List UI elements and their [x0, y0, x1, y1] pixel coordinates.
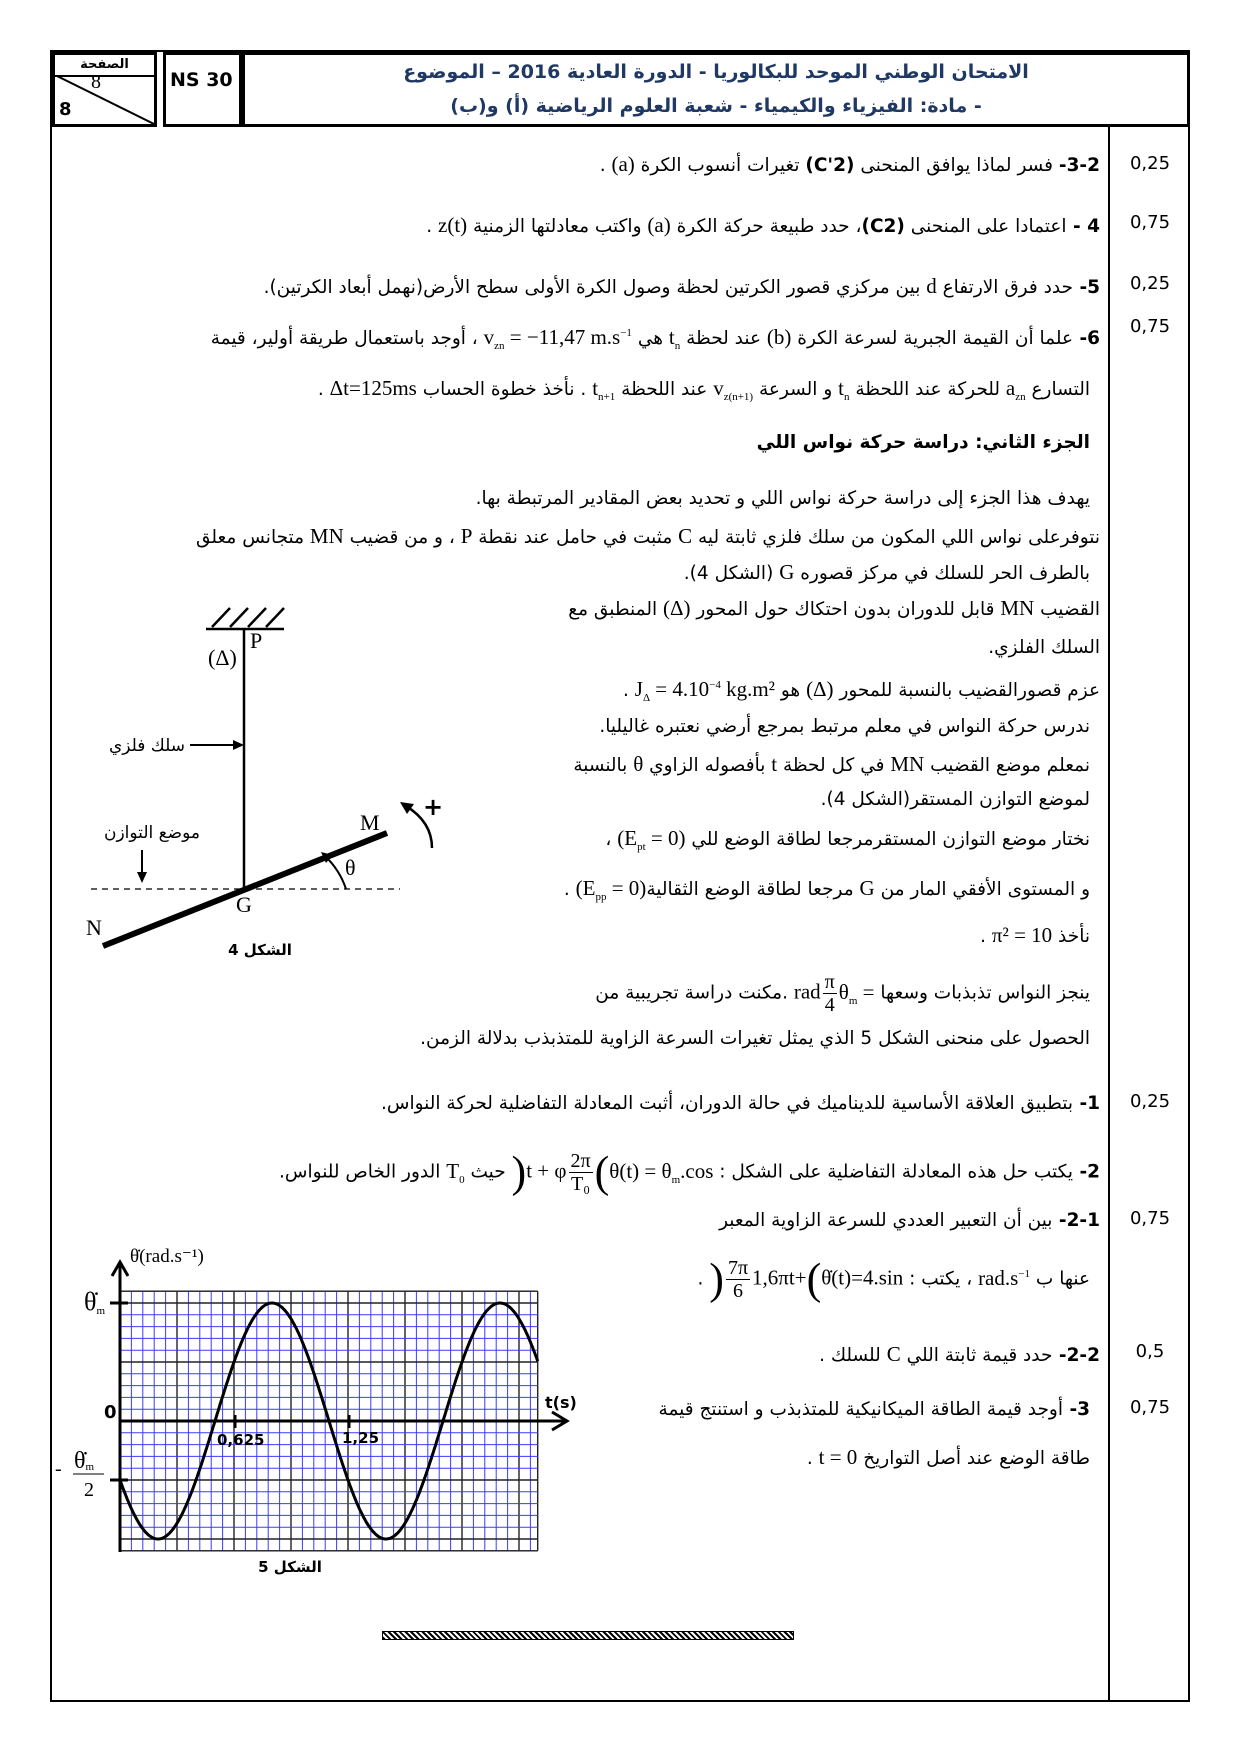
text-segment: بتطبيق العلاقة الأساسية للديناميك في حالة الدوران، أثبت المعادلة التفاضلية لحركة النواس. [381, 1093, 1073, 1114]
score-q4: 0,75 [1129, 212, 1171, 233]
bold-text: 3- [1063, 1399, 1090, 1420]
math-expression: t = 0 [818, 1445, 858, 1469]
math-superscript: −4 [709, 679, 721, 691]
text-segment: عزم قصورالقضيب بالنسبة للمحور [833, 680, 1100, 701]
text-segment: بأفصوله الزاوي [643, 755, 772, 776]
bold-text: 2-2- [1052, 1345, 1100, 1366]
math-text: .cos [680, 1158, 714, 1183]
text-segment: الحصول على منحنى الشكل 5 الذي يمثل تغيرات السرعة الزاوية للمتذبذب بدلالة الزمن. [420, 1028, 1090, 1049]
text-segment: طاقة الوضع عند أصل التواريخ [857, 1448, 1090, 1469]
label-N: N [86, 915, 102, 940]
math-text: rad.s [978, 1265, 1019, 1290]
question-1 [381, 1090, 1100, 1118]
text-segment: مثبت في حامل عند نقطة [472, 527, 679, 548]
math-subscript: Δ [642, 692, 651, 704]
math-expression: MN [1000, 596, 1035, 620]
bold-text: 1- [1073, 1093, 1100, 1114]
math-expression: G [859, 876, 875, 900]
math-expression: t [771, 752, 778, 776]
fraction-denominator: 6 [732, 1280, 743, 1302]
math-expression [592, 376, 616, 403]
parenthesis: ) [511, 1147, 527, 1197]
text-segment: علما أن القيمة الجبرية لسرعة الكرة [791, 328, 1073, 349]
equilibrium-pointer-arrowhead [137, 872, 147, 883]
math-expression [609, 1158, 714, 1186]
fraction-numerator: π [824, 971, 835, 993]
x-tick-label-125: 1,25 [342, 1429, 380, 1447]
math-expression [634, 677, 775, 704]
bold-text: 2- [1073, 1161, 1100, 1183]
math-expression: MN [309, 524, 344, 548]
figure-4-caption: الشكل 4 [228, 941, 292, 959]
bold-text: 3-2- [1058, 155, 1100, 176]
math-expression: t + φ [526, 1158, 567, 1183]
text-segment: ، أوجد باستعمال طريقة أولير، قيمة [210, 328, 484, 349]
reference-frame-text [599, 713, 1090, 741]
end-of-page-bar [382, 1631, 794, 1640]
math-expression [978, 1266, 1030, 1290]
angular-position-text-2 [821, 786, 1090, 814]
part2-heading [757, 429, 1090, 457]
score-column-divider [1108, 126, 1110, 1702]
math-subscript: n+1 [598, 391, 616, 403]
score-q6: 0,75 [1129, 316, 1171, 337]
theta-angle-arc [326, 857, 346, 889]
text-segment: . نأخذ خطوة الحساب [416, 379, 593, 400]
math-text: = 0) [606, 876, 647, 900]
math-expression: θ̇(t)=4.sin [821, 1265, 904, 1290]
math-subscript: 0 [459, 1173, 465, 1186]
math-text: t [838, 376, 844, 400]
math-expression: rad [793, 979, 821, 1004]
text-segment: اعتمادا على المنحنى [904, 216, 1067, 237]
text-segment: التسارع [1025, 379, 1090, 400]
bold-text: الجزء الثاني: دراسة حركة نواس اللي [756, 432, 1090, 453]
y-tick-label-max-sub: m [96, 1305, 106, 1317]
x-tick-label-0625: 0,625 [217, 1431, 265, 1449]
math-expression: 1,6πt+ [752, 1265, 807, 1290]
math-expression: (a) [647, 213, 671, 237]
text-segment: بالطرف الحر للسلك في مركز قصوره [794, 563, 1090, 584]
text-segment: القضيب [1034, 599, 1100, 620]
score-part2-q3: 0,75 [1129, 1397, 1171, 1418]
bold-text: 2-1- [1052, 1210, 1100, 1231]
math-expression: (Δ) [662, 596, 691, 620]
question-2-2 [819, 1340, 1100, 1370]
math-expression: θ [633, 752, 644, 776]
page-label: الصفحة [55, 55, 154, 77]
text-segment: للحركة عند اللحظة [849, 379, 1006, 400]
fraction [823, 971, 837, 1016]
y-tick-label-neg-half-sub: m [85, 1461, 95, 1473]
text-segment: ، [605, 829, 618, 850]
math-subscript: pt [637, 841, 646, 853]
math-text: θ(t) = θ [609, 1158, 672, 1183]
text-segment: عنها ب [1030, 1268, 1090, 1290]
text-segment: هي [631, 328, 669, 349]
y-tick-label-neg-sign: - [55, 1458, 62, 1480]
math-expression [668, 325, 681, 352]
fraction-denominator: 4 [824, 994, 835, 1016]
bold-text: 6- [1073, 328, 1100, 349]
text-segment: حدد قيمة ثابتة اللي [900, 1345, 1053, 1366]
figure5-intro-text [420, 1025, 1090, 1053]
text-segment: عند لحظة [680, 328, 767, 349]
text-segment: واكتب معادلتها الزمنية [467, 216, 648, 237]
text-segment: تغيرات أنسوب الكرة [634, 155, 806, 176]
text-segment: . [426, 216, 438, 237]
math-expression: (b) [766, 325, 792, 349]
parenthesis: ( [594, 1147, 610, 1197]
y-tick-label-zero: 0 [104, 1402, 117, 1423]
math-subscript: zn [494, 340, 505, 352]
text-segment: أوجد قيمة الطاقة الميكانيكية للمتذبذب و استنتج قيمة [658, 1399, 1063, 1420]
exam-title-line2: - مادة: الفيزياء والكيمياء - شعبة العلوم الرياضية (أ) و(ب) [450, 95, 982, 117]
fraction-numerator: 7π [727, 1257, 749, 1279]
text-segment: المنطبق مع [568, 599, 663, 620]
question-3-line2 [807, 1443, 1090, 1473]
math-text: t [668, 325, 675, 349]
text-segment: ، حدد طبيعة حركة الكرة [670, 216, 862, 237]
math-subscript: pp [595, 891, 607, 903]
y-tick-label-max-symbol: θ̇ [84, 1287, 97, 1316]
math-expression [617, 826, 686, 853]
math-subscript: m [848, 994, 858, 1007]
text-segment: ينجز النواس تذبذبات وسعها [874, 982, 1090, 1004]
math-text: T [446, 1158, 460, 1183]
y-tick-label-max [84, 1287, 105, 1317]
text-segment: للسلك . [819, 1345, 887, 1366]
text-segment: مرجعا لطاقة الوضع الثقالية [646, 879, 860, 900]
text-segment: بالنسبة [573, 755, 634, 776]
text-segment: حدد فرق الارتفاع [936, 277, 1073, 298]
text-segment: . [317, 379, 330, 400]
text-segment: .مكنت دراسة تجريبية من [595, 982, 794, 1004]
math-text: t [592, 376, 599, 400]
text-segment: ندرس حركة النواس في معلم مرتبط بمرجع أرضي نعتبره غاليليا. [599, 716, 1090, 737]
text-segment: نختار موضع التوازن المستقرمرجعا لطاقة الوضع للي [685, 829, 1090, 850]
math-expression [575, 876, 647, 903]
math-text: = −11,47 m.s [504, 325, 621, 349]
math-expression: π² = 10 [991, 923, 1053, 947]
exam-title-line1: الامتحان الوطني الموحد للبكالوريا - الدورة العادية 2016 – الموضوع [403, 61, 1029, 83]
wire-pointer-arrowhead [233, 740, 244, 750]
bold-text: 5- [1073, 277, 1100, 298]
score-q3-2: 0,25 [1129, 153, 1171, 174]
text-segment: (الشكل 4). [683, 563, 780, 584]
text-segment: عند اللحظة [615, 379, 714, 400]
question-3-2 [600, 150, 1100, 180]
math-subscript: zn [1015, 391, 1026, 403]
math-expression: G [779, 560, 795, 584]
math-superscript: −1 [1018, 1267, 1031, 1280]
rod-rotation-text [568, 594, 1100, 624]
text-segment: حيث [464, 1161, 512, 1183]
y-tick-label-neg-half-symbol: θ̇ [74, 1448, 86, 1474]
math-expression [838, 376, 850, 403]
bold-text: (C2) [861, 216, 905, 237]
math-expression: MN [890, 752, 925, 776]
x-axis-label: t(s) [545, 1393, 577, 1412]
figure-5-caption: الشكل 5 [258, 1558, 322, 1576]
math-text: kg.m² [720, 677, 775, 701]
figure-5-angular-velocity-chart [0, 1230, 620, 1590]
math-expression: P [460, 524, 473, 548]
pendulum-description-2 [684, 558, 1090, 588]
math-text: v [713, 376, 724, 400]
text-segment: و المستوى الأفقي المار من [874, 879, 1090, 900]
label-equilibrium-position: موضع التوازن [103, 823, 200, 843]
math-expression: (Δ) [806, 677, 834, 701]
label-G: G [236, 892, 252, 917]
fraction-numerator: 2π [570, 1150, 591, 1172]
text-segment: نتوفرعلى نواس اللي المكون من سلك فلزي ثابتة ليه [692, 527, 1100, 548]
math-text: θ [838, 979, 849, 1004]
text-segment: هو [774, 680, 807, 701]
math-expression: z(t) [438, 213, 468, 237]
page-current: 8 [91, 71, 101, 93]
score-part2-q2-1: 0,75 [1129, 1208, 1171, 1229]
text-segment: نأخذ [1052, 926, 1090, 947]
score-part2-q2-2: 0,5 [1135, 1341, 1165, 1362]
angular-position-text [573, 750, 1090, 780]
label-axis-delta: (Δ) [208, 645, 237, 670]
text-segment: بين مركزي قصور الكرتين لحظة وصول الكرة الأولى سطح الأرض(نهمل أبعاد الكرتين). [263, 277, 927, 298]
math-subscript: m [671, 1173, 681, 1186]
text-segment: بين أن التعبير العددي للسرعة الزاوية المعبر [719, 1210, 1053, 1231]
math-text: = 0) [645, 826, 686, 850]
amplitude-text [595, 971, 1090, 1016]
text-segment: قابل للدوران بدون احتكاك حول المحور [690, 599, 1001, 620]
text-segment: نمعلم موضع القضيب [924, 755, 1090, 776]
rod-rotation-text-2 [988, 634, 1100, 662]
text-segment: و السرعة [753, 379, 839, 400]
math-text: (E [617, 826, 638, 850]
text-segment: يهدف هذا الجزء إلى دراسة حركة نواس اللي و تحديد بعض المقادير المرتبطة بها. [475, 488, 1090, 509]
math-expression: C [886, 1342, 901, 1366]
text-segment: لموضع التوازن المستقر(الشكل 4). [820, 789, 1090, 810]
label-metal-wire: سلك فلزي [108, 736, 185, 756]
ceiling-support [206, 608, 284, 629]
y-tick-label-neg-half-num [74, 1448, 95, 1474]
label-theta: θ [345, 855, 356, 880]
math-expression [446, 1158, 465, 1186]
text-segment: متجانس معلق [195, 527, 310, 548]
math-expression: Δt=125ms [329, 376, 417, 400]
math-subscript: n [674, 340, 681, 352]
fraction-denominator: T₀ [570, 1173, 591, 1195]
positive-arrowhead-icon [400, 802, 414, 814]
parenthesis: ( [806, 1254, 822, 1304]
text-segment: . [563, 879, 576, 900]
score-q5: 0,25 [1129, 273, 1171, 294]
question-3-line1 [659, 1396, 1090, 1424]
moment-of-inertia-text [623, 671, 1100, 712]
math-text: a [1005, 376, 1016, 400]
figure-4-torsion-pendulum [0, 0, 520, 1000]
math-expression: C [678, 524, 693, 548]
text-segment: . [599, 155, 612, 176]
text-segment: . [623, 680, 635, 701]
text-segment: . [697, 1268, 710, 1290]
math-text: J [634, 677, 643, 701]
question-4 [426, 211, 1100, 241]
text-segment: . [980, 926, 992, 947]
text-segment: ، يكتب : [903, 1268, 979, 1290]
label-M: M [360, 810, 380, 835]
y-axis-label: θ̇(rad.s⁻¹) [130, 1246, 204, 1267]
question-2-1-line1 [719, 1207, 1100, 1235]
part2-intro [476, 485, 1090, 513]
text-segment: الدور الخاص للنواس. [279, 1161, 447, 1183]
gravity-energy-reference [564, 874, 1090, 911]
math-expression [1005, 376, 1026, 403]
math-text: = [857, 979, 875, 1004]
text-segment: السلك الفلزي. [988, 637, 1100, 658]
math-subscript: n [843, 391, 850, 403]
text-segment: يكتب حل هذه المعادلة التفاضلية على الشكل : [713, 1161, 1073, 1183]
text-segment: . [806, 1448, 819, 1469]
score-part2-q1: 0,25 [1129, 1091, 1171, 1112]
math-text: (E [575, 876, 596, 900]
math-expression: (a) [611, 152, 635, 176]
question-2 [279, 1147, 1100, 1197]
text-segment: فسر لماذا يوافق المنحنى [854, 155, 1059, 176]
math-expression [838, 979, 875, 1007]
parenthesis: ) [709, 1254, 724, 1304]
math-superscript: −1 [620, 327, 632, 339]
torsion-energy-reference [605, 824, 1090, 861]
page-total: 8 [59, 99, 72, 120]
pi-squared-text [980, 921, 1090, 951]
math-text: = 4.10 [650, 677, 710, 701]
fraction [726, 1257, 750, 1302]
fraction [569, 1150, 593, 1195]
math-text: v [483, 325, 495, 349]
math-subscript: z(n+1) [723, 391, 754, 403]
bold-text: 4 - [1066, 216, 1100, 237]
text-segment: في كل لحظة [777, 755, 891, 776]
math-expression: d [926, 274, 937, 298]
math-expression [713, 376, 754, 403]
label-plus: + [423, 793, 444, 821]
question-2-1-line2 [697, 1254, 1090, 1304]
label-P: P [250, 628, 263, 653]
exam-code: NS 30 [170, 69, 233, 91]
bold-text: (C'2) [805, 155, 855, 176]
y-tick-label-neg-half-den: 2 [84, 1479, 94, 1501]
text-segment: ، و من قضيب [343, 527, 461, 548]
